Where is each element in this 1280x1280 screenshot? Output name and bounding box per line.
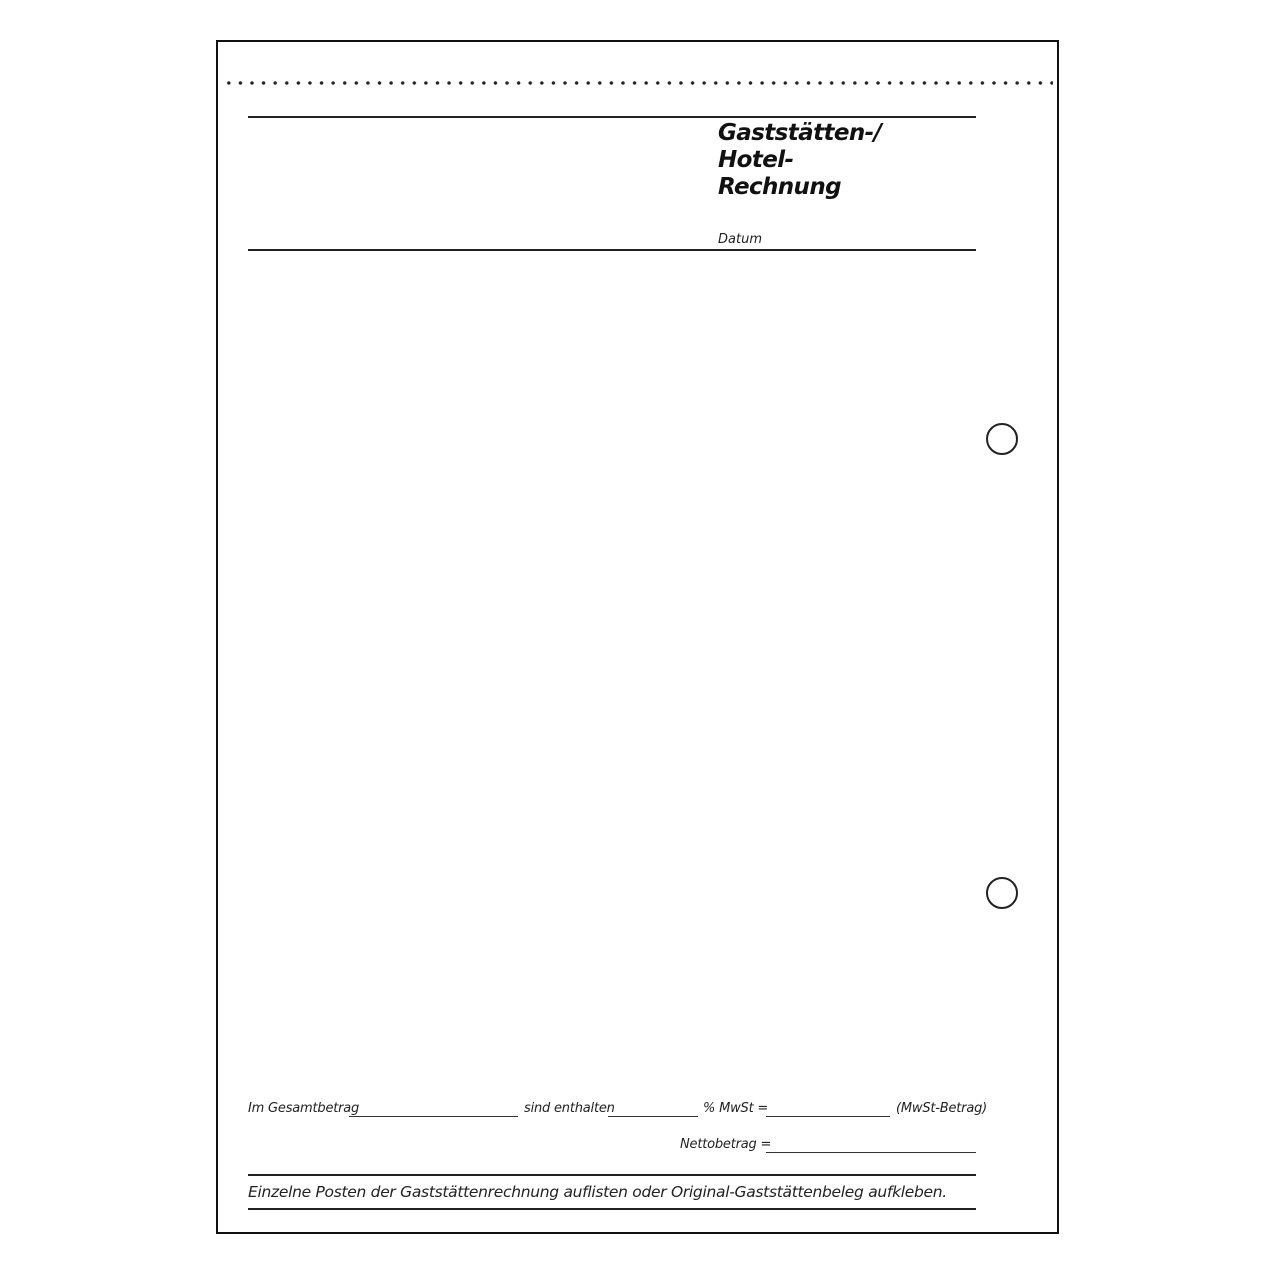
total-amount-field[interactable] bbox=[349, 1116, 518, 1117]
form-title-line-3: Rechnung bbox=[718, 174, 841, 200]
vat-amount-field[interactable] bbox=[766, 1116, 890, 1117]
header-bottom-rule bbox=[248, 249, 976, 251]
date-label: Datum bbox=[718, 232, 762, 247]
vat-percent-label: % MwSt = bbox=[703, 1101, 769, 1116]
form-title-line-1: Gaststätten-/ bbox=[718, 120, 882, 146]
form-title bbox=[718, 120, 881, 201]
net-amount-label: Nettobetrag = bbox=[680, 1137, 772, 1152]
punch-hole-top bbox=[986, 423, 1018, 455]
header-top-rule bbox=[248, 116, 976, 118]
total-amount-label: Im Gesamtbetrag bbox=[248, 1101, 360, 1116]
punch-hole-bottom bbox=[986, 877, 1018, 909]
contained-label: sind enthalten bbox=[524, 1101, 615, 1116]
vat-percent-field[interactable] bbox=[608, 1116, 698, 1117]
invoice-form-sheet bbox=[216, 40, 1059, 1234]
footer-bottom-rule bbox=[248, 1208, 976, 1210]
footer-top-rule bbox=[248, 1174, 976, 1176]
instruction-note: Einzelne Posten der Gaststättenrechnung auflisten oder Original-Gaststättenbeleg aufkleben. bbox=[248, 1183, 947, 1201]
perforation-line bbox=[223, 80, 1053, 86]
vat-amount-label: (MwSt-Betrag) bbox=[896, 1101, 988, 1116]
form-title-line-2: Hotel- bbox=[718, 147, 794, 173]
net-amount-field[interactable] bbox=[766, 1152, 976, 1153]
